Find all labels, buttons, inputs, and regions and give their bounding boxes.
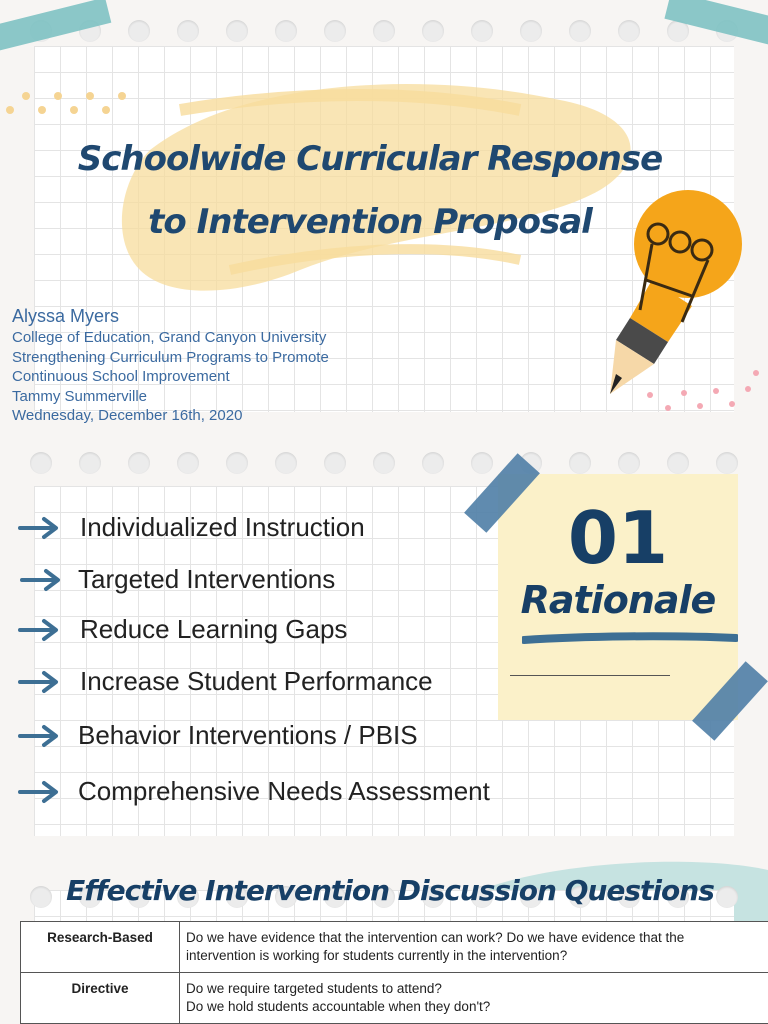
row-key: Research-Based (21, 922, 180, 973)
questions-title: Effective Intervention Discussion Questions (66, 874, 714, 907)
arrow-right-icon (18, 516, 60, 540)
arrow-right-icon (18, 618, 60, 642)
binder-holes (30, 452, 738, 474)
lightbulb-pencil-icon (596, 182, 746, 404)
row-question: Do we require targeted students to attend? Do we hold students accountable when they don't? (180, 973, 768, 1024)
presentation-title: Schoolwide Curricular Response to Intervention Proposal (77, 139, 663, 242)
list-item: Targeted Interventions (20, 564, 335, 595)
list-item: Comprehensive Needs Assessment (18, 776, 490, 807)
list-item: Reduce Learning Gaps (18, 614, 347, 645)
arrow-right-icon (18, 780, 60, 804)
section-label: Rationale (520, 578, 716, 622)
arrow-right-icon (18, 670, 60, 694)
instructor: Tammy Summerville (12, 387, 148, 405)
course-line-2: Continuous School Improvement (12, 368, 230, 385)
underline-stroke (522, 632, 738, 648)
arrow-right-icon (18, 724, 60, 748)
divider-line (510, 675, 670, 676)
list-item: Increase Student Performance (18, 666, 433, 697)
title-slide (0, 0, 768, 440)
table-row (21, 973, 768, 1024)
list-item: Individualized Instruction (18, 512, 365, 543)
institution: College of Education, Grand Canyon University (12, 329, 327, 346)
date: Wednesday, December 16th, 2020 (12, 407, 243, 424)
list-item: Behavior Interventions / PBIS (18, 720, 418, 751)
row-key: Directive (21, 973, 180, 1024)
section-badge (498, 474, 738, 720)
row-question: Do we have evidence that the intervention can work? Do we have evidence that the intervention is working for students currently in the intervention? (180, 922, 768, 973)
course-line-1: Strengthening Curriculum Programs to Promote (12, 348, 329, 366)
questions-table (20, 921, 768, 1024)
section-number: 01 (567, 496, 669, 580)
table-row (21, 922, 768, 973)
author-block (12, 304, 329, 426)
author-name: Alyssa Myers (12, 306, 120, 326)
arrow-right-icon (20, 568, 62, 592)
